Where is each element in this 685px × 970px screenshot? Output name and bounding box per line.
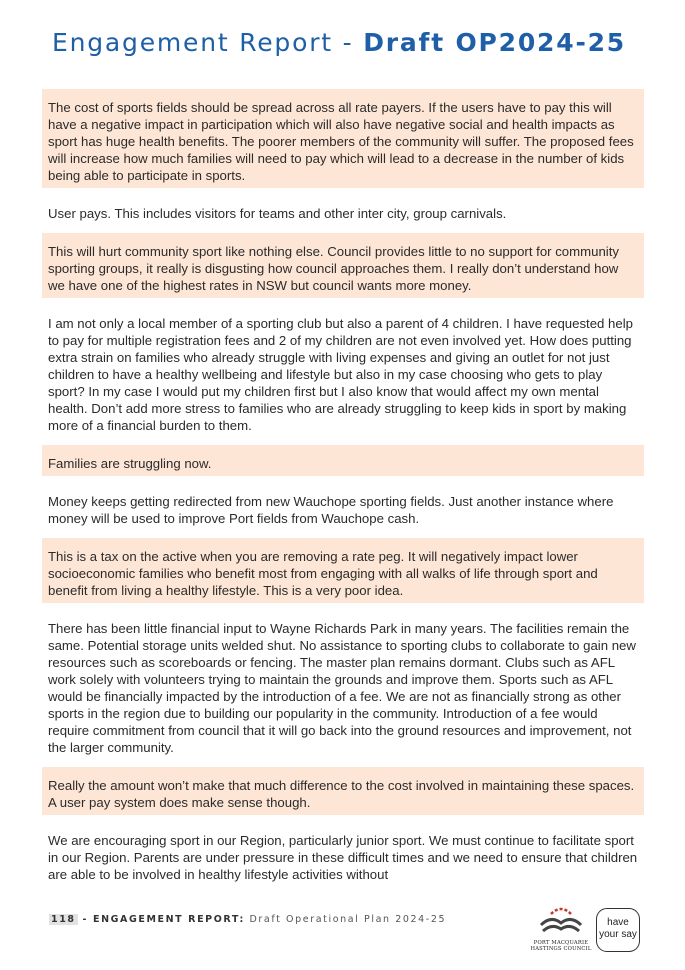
title-light: Engagement Report - [52,28,364,57]
page-number: 118 [51,914,76,925]
comment-block: User pays. This includes visitors for teams and other inter city, group carnivals. [48,206,507,221]
footer-label-rest: Draft Operational Plan 2024-25 [244,914,447,925]
comment-block: Families are struggling now. [42,445,644,476]
comment-block: Really the amount won’t make that much difference to the cost involved in maintaining these spaces. A user pay system does make sense though. [42,767,644,815]
badge-line-1: have [607,917,629,928]
council-emblem-icon [538,905,584,935]
comment-block: Money keeps getting redirected from new Wauchope sporting fields. Just another instance where money will be used to improve Port fields from Wauchope cash. [48,494,614,526]
comment-list [42,89,644,894]
council-logo [530,905,592,957]
footer-label-bold: - ENGAGEMENT REPORT: [77,914,245,925]
comment-block: There has been little financial input to Wayne Richards Park in many years. The facilities remain the same. Potential storage units welded shut. No assistance to sporting clubs to collaborate to gain new resources such as scoreboards or fencing. The master plan remains dormant. Clubs such as AFL work solely with volunteers trying to maintain the grounds and improve them. Sports such as AFL would be financially impacted by the introduction of a fee. We are not as financially strong as other sports in the region due to building our popularity in the community. Introduction of a fee would require commitment from council that it will go back into the ground resources and improvement, not the larger community. [48,621,636,755]
page-footer [49,914,446,925]
badge-line-2: your say [599,929,637,940]
have-your-say-badge [596,908,640,952]
logo-line-2: HASTINGS COUNCIL [530,946,592,952]
logo-line-1: PORT MACQUARIE [533,940,589,946]
page-title [52,28,626,57]
comment-block: This is a tax on the active when you are removing a rate peg. It will negatively impact lower socioeconomic families who benefit most from engaging with all walks of life through sport and benefit from living a healthy lifestyle. This is a very poor idea. [42,538,644,603]
comment-block: This will hurt community sport like nothing else. Council provides little to no support for community sporting groups, it really is disgusting how council approaches them. I really don’t understand how we have one of the highest rates in NSW but council wants more money. [42,233,644,298]
comment-block: The cost of sports fields should be spread across all rate payers. If the users have to pay this will have a negative impact in participation which will also have negative social and health impacts as sport has huge health benefits. The poorer members of the community will suffer. The proposed fees will increase how much families will need to pay which will lead to a decrease in the number of kids being able to participate in sports. [42,89,644,188]
comment-block: We are encouraging sport in our Region, particularly junior sport. We must continue to facilitate sport in our Region. Parents are under pressure in these difficult times and we need to ensure that children are able to be involved in healthy lifestyle activities without [48,833,638,882]
comment-block: I am not only a local member of a sporting club but also a parent of 4 children. I have requested help to pay for multiple registration fees and 2 of my children are not even involved yet. How does putting extra strain on families who already struggle with living expenses and giving an outlet for not just children to have a healthy wellbeing and lifestyle but also in my case choosing who gets to play sport? In my case I would put my children first but I also know that would affect my own mental health. Don’t add more stress to families who are already struggling to keep kids in sport by making more of a financial burden to them. [48,316,633,433]
title-bold: Draft OP2024-25 [363,28,627,57]
